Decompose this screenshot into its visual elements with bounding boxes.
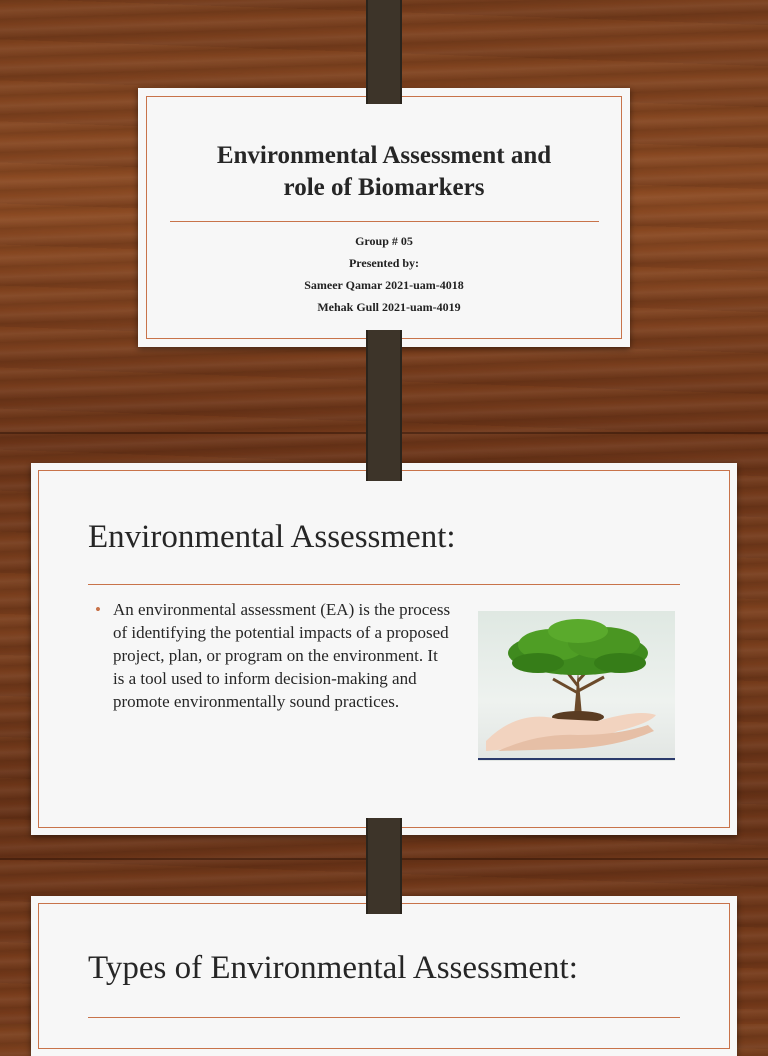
- title-divider: [170, 221, 599, 222]
- bullet-item: [95, 598, 465, 748]
- slide-heading: Environmental Assessment:: [88, 519, 456, 555]
- connector-strap: [366, 818, 402, 914]
- bullet-icon: •: [95, 600, 101, 619]
- connector-strap: [366, 330, 402, 481]
- presenter-1: Sameer Qamar 2021-uam-4018: [304, 278, 464, 292]
- environmental-assessment-slide[interactable]: [31, 463, 737, 835]
- bullet-text: An environmental assessment (EA) is the process of identifying the potential impacts of a proposed project, plan, or program on the environment. It is a tool used to inform decision-making and promote environmentally sound practices.: [113, 600, 451, 711]
- group-number: Group # 05: [355, 234, 413, 248]
- types-of-assessment-slide[interactable]: [31, 896, 737, 1056]
- heading-divider: [88, 1017, 680, 1018]
- tree-illustration: [478, 611, 675, 761]
- presentation-title: Environmental Assessment and role of Biomarkers: [216, 142, 552, 201]
- connector-strap: [366, 0, 402, 104]
- presented-by-label: Presented by:: [348, 256, 420, 270]
- tree-in-hands-image: [478, 611, 675, 761]
- presenter-2: Mehak Gull 2021-uam-4019: [317, 300, 461, 314]
- title-slide[interactable]: [138, 88, 630, 347]
- heading-divider: [88, 584, 680, 585]
- slide-heading: Types of Environmental Assessment:: [88, 950, 578, 986]
